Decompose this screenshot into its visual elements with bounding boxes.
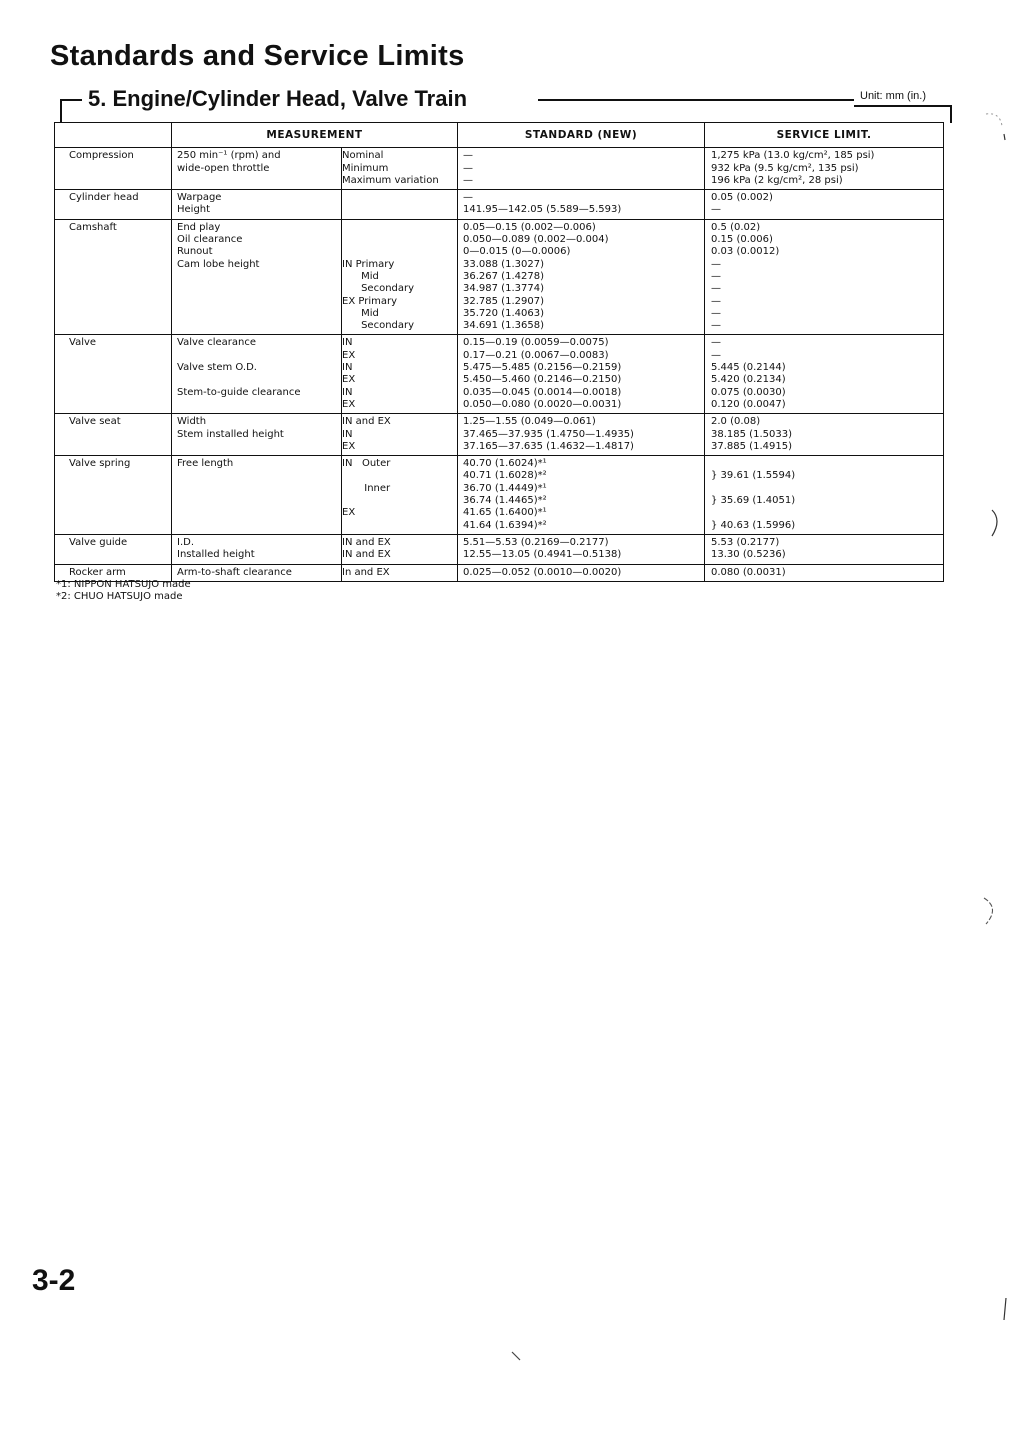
section-rule-right-top [854, 105, 951, 107]
page-number: 3-2 [32, 1264, 76, 1297]
scan-artifact-mark [970, 894, 1004, 928]
table-row-valve-seat [55, 414, 944, 456]
measurement-detail-cell: IN and EX IN EX [342, 414, 458, 456]
standard-cell: — 141.95—142.05 (5.589—5.593) [458, 190, 705, 220]
measurement-item-cell: Free length [172, 456, 342, 535]
table-row-compression [55, 148, 944, 190]
measurement-item-cell: 250 min⁻¹ (rpm) and wide-open throttle [172, 148, 342, 190]
standard-cell: 40.70 (1.6024)*¹ 40.71 (1.6028)*² 36.70 (1.4449)*¹ 36.74 (1.4465)*² 41.65 (1.6400)*¹ 41.64 (1.6394)*² [458, 456, 705, 535]
measurement-item-cell: Arm-to-shaft clearance [172, 564, 342, 581]
standard-cell: 1.25—1.55 (0.049—0.061) 37.465—37.935 (1.4750—1.4935) 37.165—37.635 (1.4632—1.4817) [458, 414, 705, 456]
table-row-cylinder-head [55, 190, 944, 220]
measurement-item-cell: Warpage Height [172, 190, 342, 220]
scan-artifact-mark [986, 1290, 1020, 1324]
measurement-item-cell: End play Oil clearance Runout Cam lobe height [172, 219, 342, 335]
measurement-detail-cell: Nominal Minimum Maximum variation [342, 148, 458, 190]
table-row-valve-spring [55, 456, 944, 535]
service-limit-cell: 5.53 (0.2177) 13.30 (0.5236) [705, 534, 944, 564]
component-cell: Valve spring [55, 456, 172, 535]
section-title: 5. Engine/Cylinder Head, Valve Train [84, 86, 471, 112]
standard-header: STANDARD (NEW) [458, 123, 705, 148]
footnote-2: *2: CHUO HATSUJO made [56, 591, 183, 602]
component-cell: Compression [55, 148, 172, 190]
page-title: Standards and Service Limits [50, 40, 465, 72]
footnotes [56, 579, 191, 603]
measurement-detail-cell: IN Primary Mid Secondary EX Primary Mid Secondary [342, 219, 458, 335]
service-limit-cell: 0.05 (0.002) — [705, 190, 944, 220]
component-cell: Valve seat [55, 414, 172, 456]
measurement-item-cell: Valve clearance Valve stem O.D. Stem-to-guide clearance [172, 335, 342, 414]
service-limit-cell: 0.080 (0.0031) [705, 564, 944, 581]
component-cell: Cylinder head [55, 190, 172, 220]
scan-artifact-mark [976, 506, 1010, 540]
measurement-detail-cell: IN and EX IN and EX [342, 534, 458, 564]
measurement-detail-cell: In and EX [342, 564, 458, 581]
service-limit-cell: } 39.61 (1.5594) } 35.69 (1.4051) } 40.63 (1.5996) [705, 456, 944, 535]
table-header-blank [55, 123, 172, 148]
section-rule-left-vertical [60, 99, 62, 123]
table-header-row [55, 123, 944, 148]
service-limit-cell: 0.5 (0.02) 0.15 (0.006) 0.03 (0.0012) — — — — — — [705, 219, 944, 335]
standard-cell: 0.025—0.052 (0.0010—0.0020) [458, 564, 705, 581]
table-row-valve [55, 335, 944, 414]
measurement-header: MEASUREMENT [172, 123, 458, 148]
section-rule-right [538, 99, 854, 101]
service-limit-header: SERVICE LIMIT. [705, 123, 944, 148]
standard-cell: 5.51—5.53 (0.2169—0.2177) 12.55—13.05 (0.4941—0.5138) [458, 534, 705, 564]
service-limit-cell: 2.0 (0.08) 38.185 (1.5033) 37.885 (1.4915) [705, 414, 944, 456]
measurement-detail-cell: IN Outer Inner EX [342, 456, 458, 535]
service-limit-cell: 1,275 kPa (13.0 kg/cm², 185 psi) 932 kPa (9.5 kg/cm², 135 psi) 196 kPa (2 kg/cm², 28 psi) [705, 148, 944, 190]
measurement-item-cell: I.D. Installed height [172, 534, 342, 564]
component-cell: Camshaft [55, 219, 172, 335]
measurement-item-cell: Width Stem installed height [172, 414, 342, 456]
component-cell: Valve [55, 335, 172, 414]
section-rule-right-tail [950, 105, 952, 123]
standard-cell: 0.15—0.19 (0.0059—0.0075) 0.17—0.21 (0.0067—0.0083) 5.475—5.485 (0.2156—0.2159) 5.450—5.460 (0.2146—0.2150) 0.035—0.045 (0.0014—0.0018) 0.050—0.080 (0.0020—0.0031) [458, 335, 705, 414]
unit-label: Unit: mm (in.) [860, 90, 926, 102]
component-cell: Rocker arm [55, 564, 172, 581]
service-limit-cell: — — 5.445 (0.2144) 5.420 (0.2134) 0.075 (0.0030) 0.120 (0.0047) [705, 335, 944, 414]
specifications-table [54, 122, 944, 582]
table-row-valve-guide [55, 534, 944, 564]
standard-cell: 0.05—0.15 (0.002—0.006) 0.050—0.089 (0.002—0.004) 0—0.015 (0—0.0006) 33.088 (1.3027) 36.267 (1.4278) 34.987 (1.3774) 32.785 (1.2907) 35.720 (1.4063) 34.691 (1.3658) [458, 219, 705, 335]
measurement-detail-cell: IN EX IN EX IN EX [342, 335, 458, 414]
scan-artifact-mark [978, 110, 1012, 144]
component-cell: Valve guide [55, 534, 172, 564]
measurement-detail-cell [342, 190, 458, 220]
section-rule-left [60, 99, 82, 101]
table-row-camshaft [55, 219, 944, 335]
scan-artifact-mark [500, 1338, 534, 1372]
standard-cell: — — — [458, 148, 705, 190]
footnote-1: *1: NIPPON HATSUJO made [56, 579, 191, 590]
